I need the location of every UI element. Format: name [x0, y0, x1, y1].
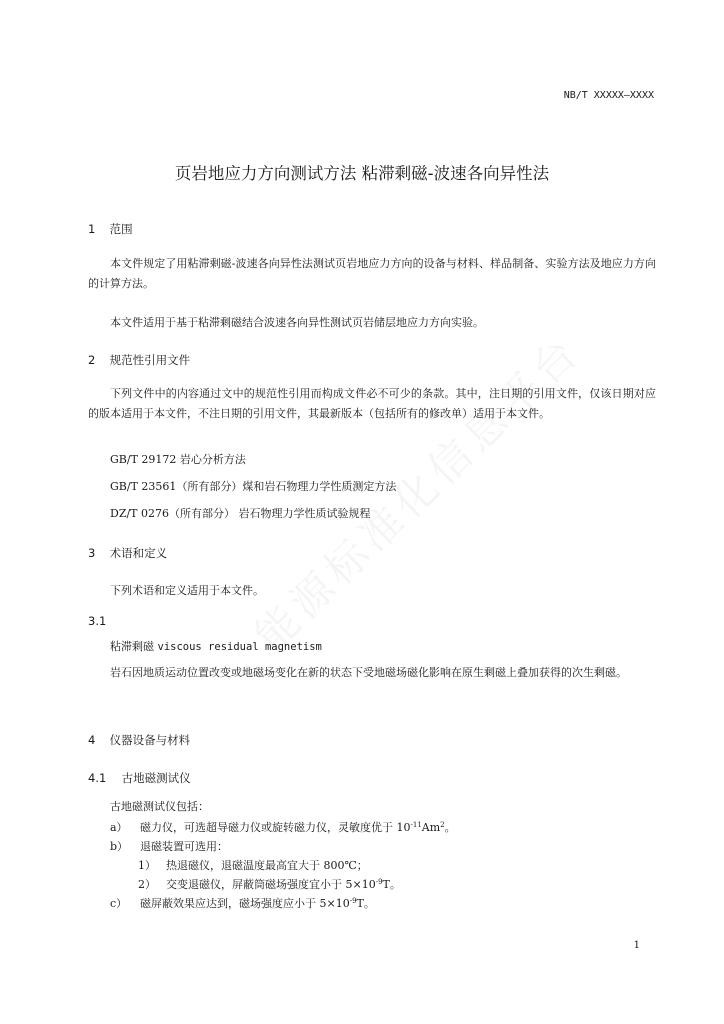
- list-item-a: a） 磁力仪，可选超导磁力仪或旋转磁力仪，灵敏度优于 $10^{-11}Am^2$。: [110, 821, 456, 834]
- list-label: 2）: [138, 878, 156, 891]
- list-label: a）: [110, 821, 128, 834]
- section-4-heading: [88, 732, 190, 748]
- section-title: 仪器设备与材料: [109, 733, 191, 747]
- list-item-c: c） 磁屏蔽效果应达到，磁场强度应小于 $5\times 10^{-9}T$。: [110, 897, 375, 910]
- list-label: c）: [110, 897, 128, 910]
- section-title: 规范性引用文件: [109, 353, 191, 367]
- subsection-title: 古地磁测试仪: [121, 771, 191, 785]
- standard-number: NB/T XXXXX—XXXX: [563, 90, 654, 101]
- reference-item: DZ/T 0276（所有部分） 岩石物理力学性质试验规程: [110, 507, 371, 520]
- term-english: viscous residual magnetism: [157, 641, 322, 653]
- section-number: 4: [88, 733, 96, 747]
- section-3-heading: [88, 545, 167, 561]
- list-label: b）: [110, 840, 129, 853]
- list-item-b: b） 退磁装置可选用：: [110, 840, 228, 853]
- term-definition: 岩石因地质运动位置改变或地磁场变化在新的状态下受地磁场磁化影响在原生剩磁上叠加获得的次生剩磁。: [110, 666, 627, 679]
- section-title: 术语和定义: [109, 546, 168, 560]
- term-number: 3.1: [88, 614, 107, 628]
- section-2-paragraph-1: 下列文件中的内容通过文中的规范性引用而构成文件必不可少的条款。其中，注日期的引用文件，仅该日期对应的版本适用于本文件，不注日期的引用文件，其最新版本（包括所有的修改单）适用于本文件。: [88, 387, 656, 420]
- subsection-4-1-heading: [88, 770, 191, 786]
- section-2-heading: [88, 352, 190, 368]
- document-title: 页岩地应力方向测试方法 粘滞剩磁-波速各向异性法: [174, 164, 550, 183]
- reference-item: GB/T 23561（所有部分）煤和岩石物理力学性质测定方法: [110, 480, 397, 493]
- section-3-paragraph-1: 下列术语和定义适用于本文件。: [110, 584, 264, 597]
- subsection-intro: 古地磁测试仪包括：: [110, 800, 209, 813]
- reference-item: GB/T 29172 岩心分析方法: [110, 453, 246, 466]
- section-title: 范围: [109, 222, 133, 236]
- section-1-heading: [88, 221, 133, 237]
- term-entry: [110, 638, 322, 654]
- section-1-paragraph-2: 本文件适用于基于粘滞剩磁结合波速各向异性测试页岩储层地应力方向实验。: [110, 316, 484, 329]
- list-item-b1: 1） 热退磁仪，退磁温度最高宜大于 800℃；: [138, 859, 368, 872]
- subsection-number: 4.1: [88, 771, 107, 785]
- list-item-b2: 2） 交变退磁仪，屏蔽筒磁场强度宜小于 $5\times 10^{-9}T$。: [138, 878, 401, 891]
- page-number: 1: [633, 940, 640, 951]
- section-1-paragraph-1: 本文件规定了用粘滞剩磁-波速各向异性法测试页岩地应力方向的设备与材料、样品制备、实验方法及地应力方向的计算方法。: [88, 257, 656, 290]
- term-chinese: 粘滞剩磁: [110, 640, 154, 653]
- section-number: 1: [88, 222, 96, 236]
- list-label: 1）: [138, 859, 156, 872]
- section-number: 2: [88, 353, 96, 367]
- section-number: 3: [88, 546, 96, 560]
